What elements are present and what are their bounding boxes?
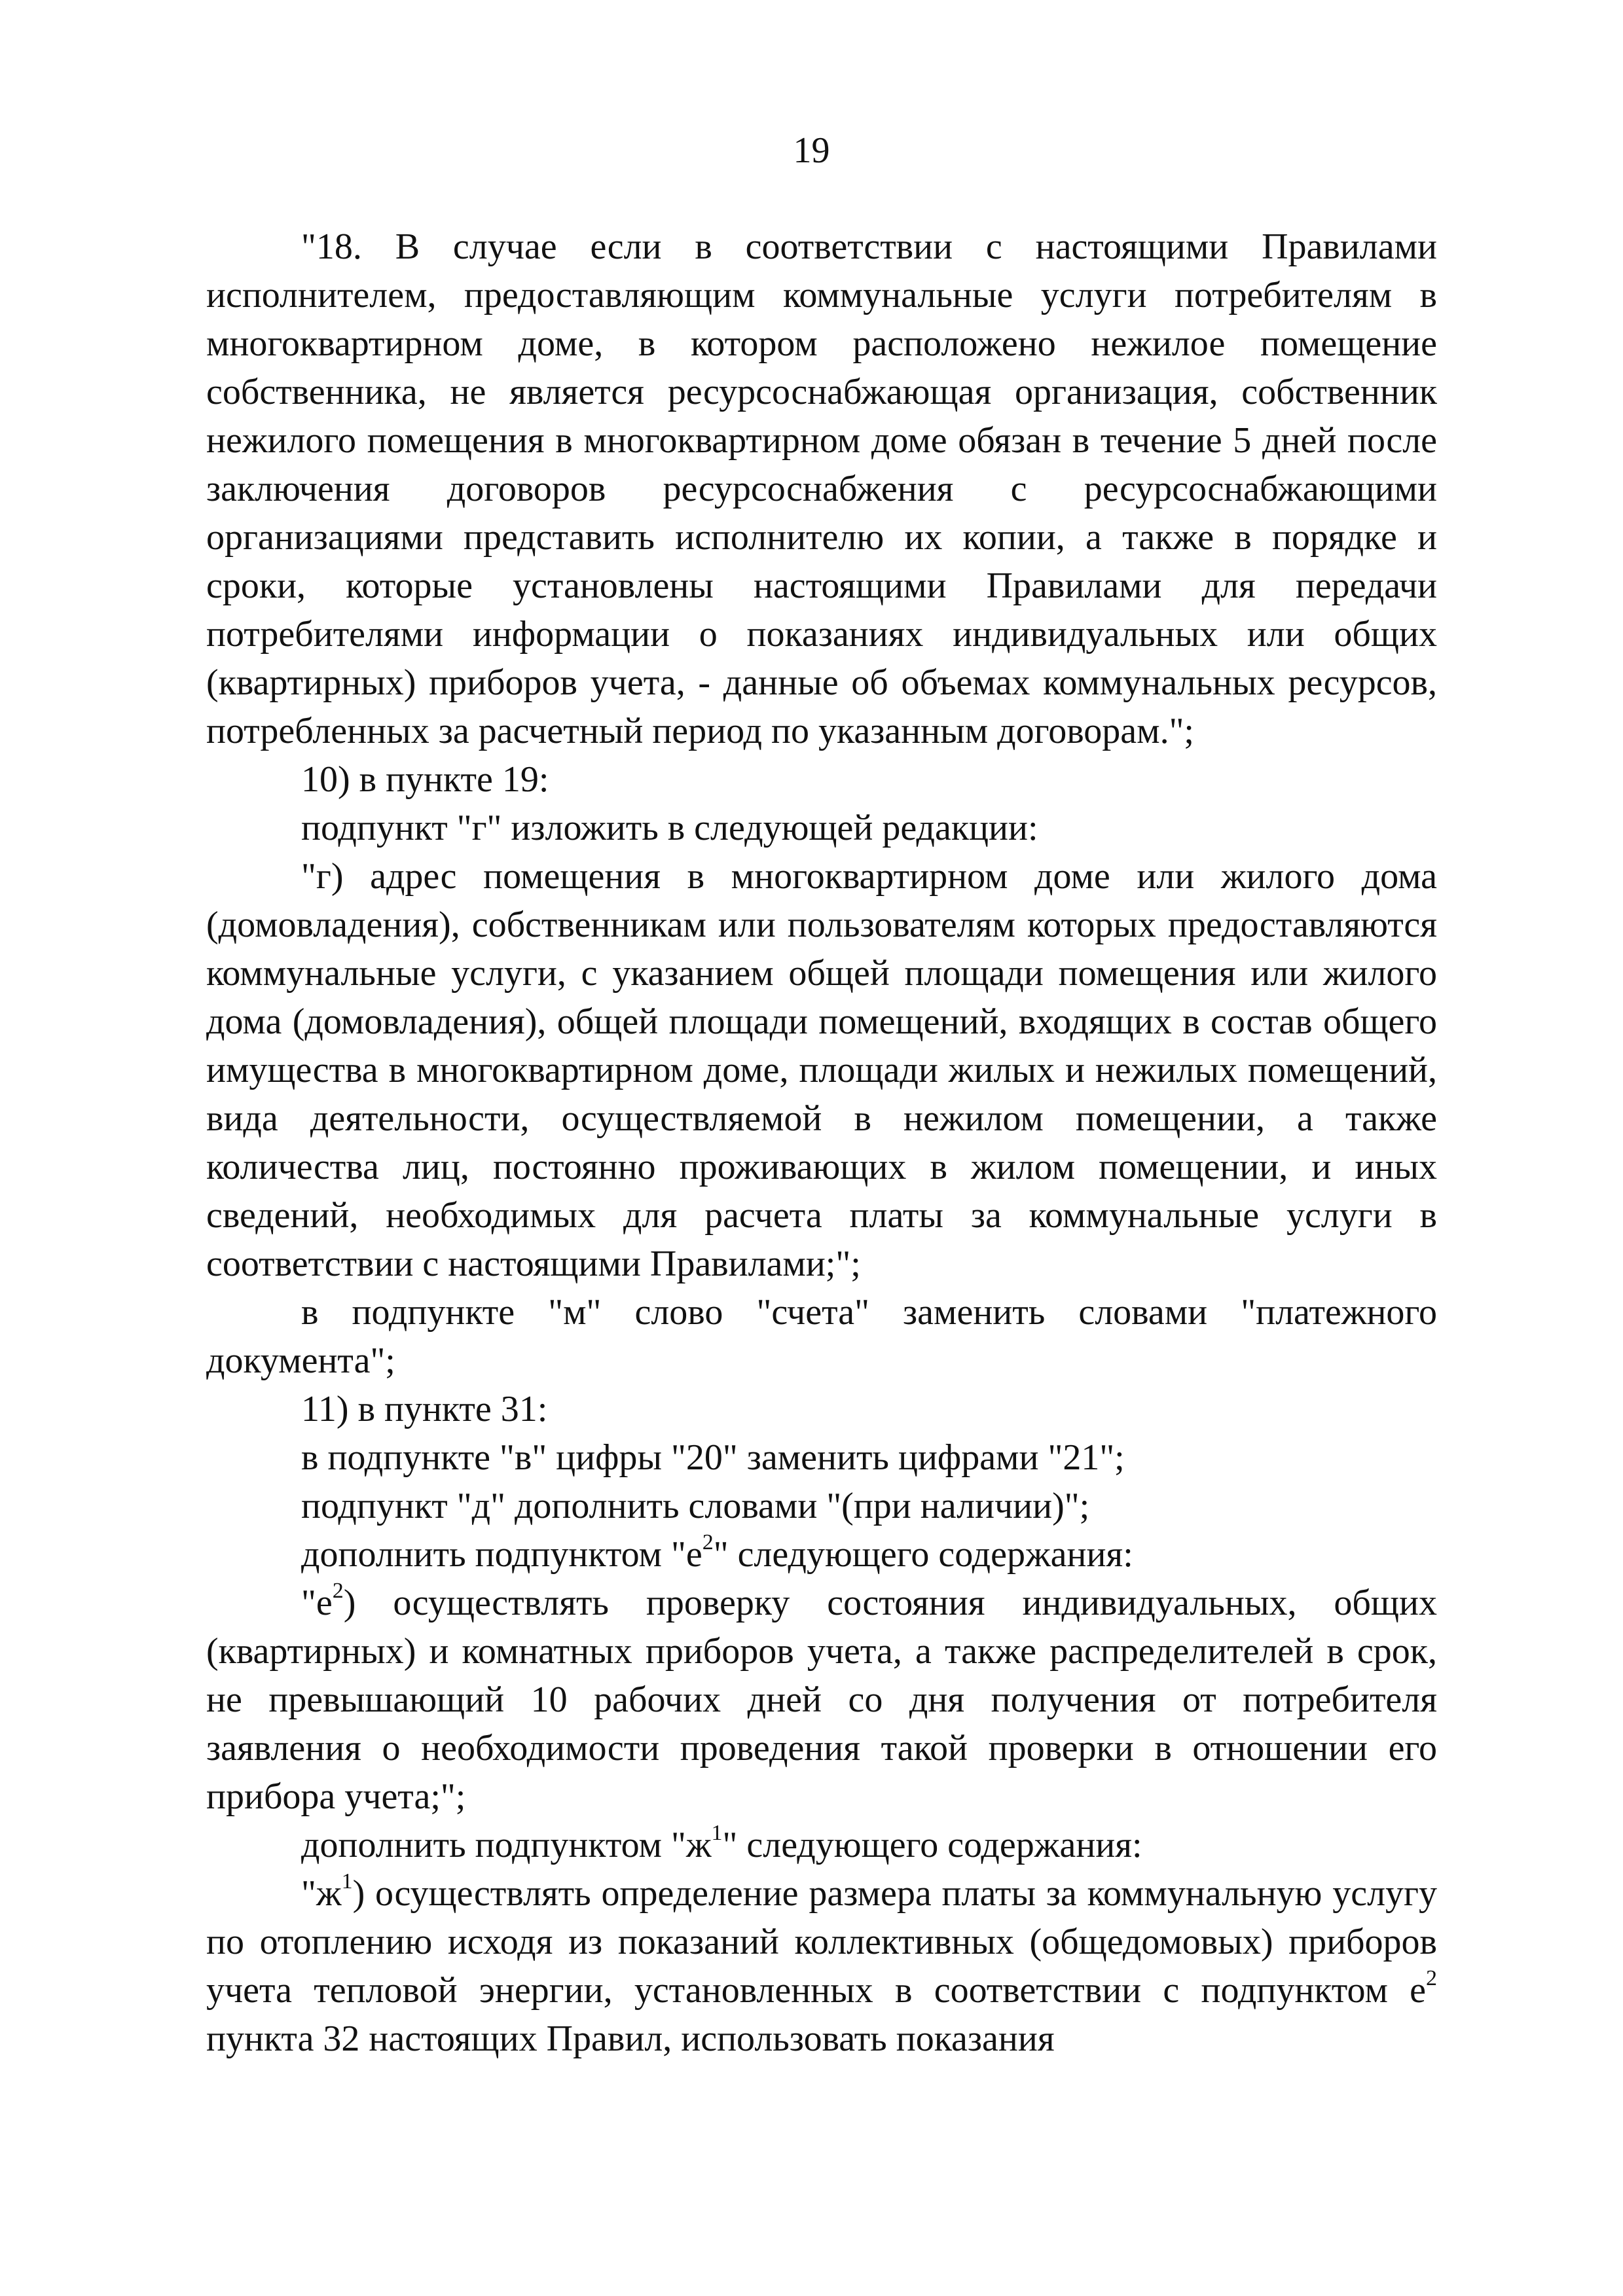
paragraph-subitem-m: в подпункте "м" слово "счета" заменить словами "платежного документа"; <box>206 1292 1437 1381</box>
superscript: 2 <box>332 1579 344 1604</box>
paragraph-subitem-v: в подпункте "в" цифры "20" заменить цифрами "21"; <box>301 1437 1125 1478</box>
paragraph-item-11: 11) в пункте 31: <box>301 1389 548 1429</box>
paragraph-18: "18. В случае если в соответствии с настоящими Правилами исполнителем, предоставляющим коммунальные услуги потребителям в многоквартирном доме, в котором расположено нежилое помещение собственника, не является ресурсоснабжающая организация, собственник нежилого помещения в многоквартирном доме обязан в течение 5 дней после заключения договоров ресурсоснабжения с ресурсоснабжающими организациями представить исполнителю их копии, а также в порядке и сроки, которые установлены настоящими Правилами для передачи потребителями информации о показаниях индивидуальных или общих (квартирных) приборов учета, - данные об объемах коммунальных ресурсов, потребленных за расчетный период по указанным договорам."; <box>206 226 1437 751</box>
text-segment: пункта 32 настоящих Правил, использовать показания <box>206 2018 1055 2059</box>
paragraph-add-zh1-intro <box>206 1821 1437 1869</box>
paragraph-item-10: 10) в пункте 19: <box>301 759 549 800</box>
superscript: 1 <box>341 1869 353 1894</box>
text-segment: " следующего содержания: <box>713 1534 1133 1575</box>
text-segment: ) осуществлять определение размера платы за коммунальную услугу по отоплению исходя из показаний коллективных (общедомовых) приборов учета тепловой энергии, установленных в соответствии с подпунктом е <box>206 1873 1437 2011</box>
superscript: 2 <box>1426 1966 1437 1991</box>
paragraph-subitem-e2-text <box>206 1579 1437 1821</box>
paragraph-subitem-zh1-text <box>206 1869 1437 2063</box>
paragraph-subitem-g-intro: подпункт "г" изложить в следующей редакции: <box>301 808 1038 848</box>
superscript: 1 <box>711 1821 723 1846</box>
text-segment: "е <box>301 1583 333 1623</box>
text-segment: ) осуществлять проверку состояния индивидуальных, общих (квартирных) и комнатных приборов учета, а также распределителей в срок, не превышающий 10 рабочих дней со дня получения от потребителя заявления о необходимости проведения такой проверки в отношении его прибора учета;"; <box>206 1583 1437 1817</box>
text-segment: " следующего содержания: <box>722 1825 1142 1865</box>
text-segment: дополнить подпунктом "ж <box>301 1825 712 1865</box>
paragraph-add-e2-intro <box>206 1530 1437 1579</box>
superscript: 2 <box>702 1530 714 1555</box>
document-body <box>206 223 1437 2063</box>
text-segment: "ж <box>301 1873 342 1914</box>
paragraph-subitem-g-text: "г) адрес помещения в многоквартирном доме или жилого дома (домовладения), собственникам или пользователям которых предоставляются коммунальные услуги, с указанием общей площади помещения или жилого дома (домовладения), общей площади помещений, входящих в состав общего имущества в многоквартирном доме, площади жилых и нежилых помещений, вида деятельности, осуществляемой в нежилом помещении, а также количества лиц, постоянно проживающих в жилом помещении, и иных сведений, необходимых для расчета платы за коммунальные услуги в соответствии с настоящими Правилами;"; <box>206 856 1437 1284</box>
page-number: 19 <box>793 130 830 171</box>
text-segment: дополнить подпунктом "е <box>301 1534 702 1575</box>
paragraph-subitem-d: подпункт "д" дополнить словами "(при наличии)"; <box>301 1486 1090 1526</box>
